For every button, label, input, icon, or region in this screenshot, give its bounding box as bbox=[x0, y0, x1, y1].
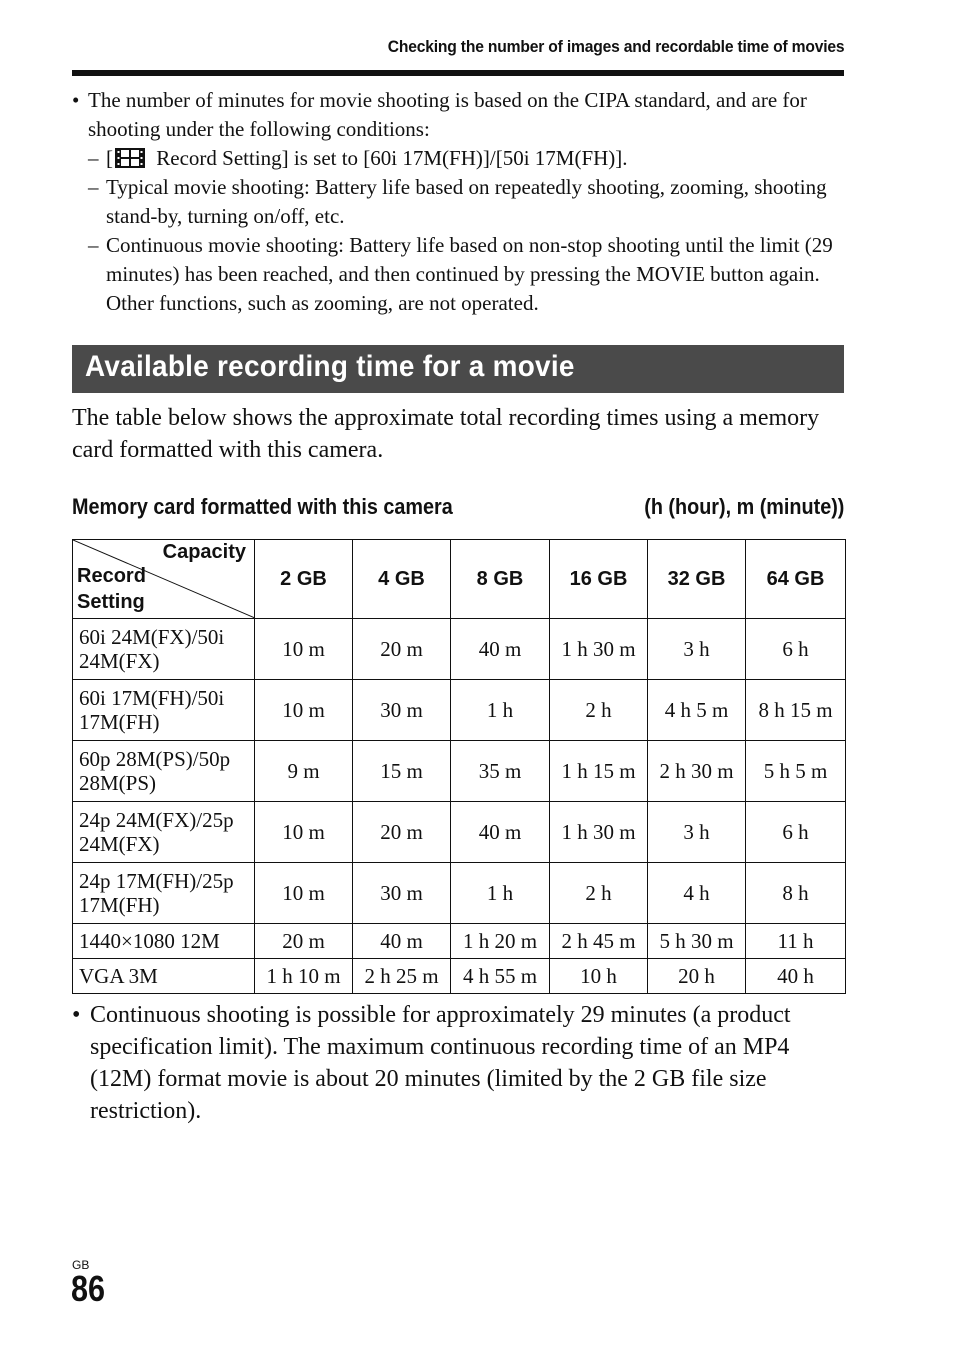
table-cell: 5 h 30 m bbox=[648, 924, 746, 959]
table-cell: 1 h 20 m bbox=[451, 924, 550, 959]
table-cell: 1 h bbox=[451, 680, 550, 741]
notes-bullet bbox=[72, 86, 847, 144]
row-label bbox=[73, 802, 255, 863]
row-label-line: 60i 17M(FH)/50i bbox=[79, 686, 225, 710]
table-cell: 40 m bbox=[451, 802, 550, 863]
table-row bbox=[73, 619, 846, 680]
table-cell: 4 h 5 m bbox=[648, 680, 746, 741]
row-label-line: 17M(FH) bbox=[79, 893, 160, 917]
table-cell: 20 m bbox=[353, 619, 451, 680]
table-caption-left: Memory card formatted with this camera bbox=[72, 494, 453, 519]
table-cell: 1 h 30 m bbox=[550, 802, 648, 863]
row-label bbox=[73, 680, 255, 741]
table-cell: 1 h 10 m bbox=[255, 959, 353, 994]
dash-mark: – bbox=[88, 146, 99, 170]
table-header-row bbox=[73, 540, 846, 619]
table-cell: 8 h 15 m bbox=[746, 680, 846, 741]
record-setting-text: Record Setting] is set to [60i 17M(FH)]/[50i 17M(FH)]. bbox=[151, 146, 628, 170]
table-cell: 30 m bbox=[353, 863, 451, 924]
table-cell: 2 h 45 m bbox=[550, 924, 648, 959]
table-cell: 40 m bbox=[451, 619, 550, 680]
intro-paragraph: The table below shows the approximate total recording times using a memory card formatted with this camera. bbox=[72, 405, 820, 463]
table-cell: 3 h bbox=[648, 619, 746, 680]
row-label bbox=[73, 863, 255, 924]
footnote bbox=[72, 999, 847, 1127]
table-cell: 5 h 5 m bbox=[746, 741, 846, 802]
row-label-line: 60i 24M(FX)/50i bbox=[79, 625, 225, 649]
table-cell: 20 m bbox=[255, 924, 353, 959]
table-cell: 4 h 55 m bbox=[451, 959, 550, 994]
row-label bbox=[73, 619, 255, 680]
row-label-line: 24p 24M(FX)/25p bbox=[79, 808, 234, 832]
row-label bbox=[73, 741, 255, 802]
corner-header-cell bbox=[73, 540, 255, 619]
table-cell: 2 h bbox=[550, 863, 648, 924]
notes-block bbox=[72, 86, 847, 318]
table-cell: 2 h bbox=[550, 680, 648, 741]
row-label-line: 17M(FH) bbox=[79, 710, 160, 734]
table-cell: 9 m bbox=[255, 741, 353, 802]
table-row bbox=[73, 863, 846, 924]
bullet-mark: • bbox=[72, 88, 80, 112]
table-row bbox=[73, 959, 846, 994]
table-cell: 40 h bbox=[746, 959, 846, 994]
header-rule bbox=[72, 70, 844, 76]
table-cell: 6 h bbox=[746, 802, 846, 863]
section-banner bbox=[72, 345, 844, 393]
bullet-mark: • bbox=[72, 1002, 81, 1028]
row-label-line: 60p 28M(PS)/50p bbox=[79, 747, 231, 771]
notes-intro: The number of minutes for movie shooting is based on the CIPA standard, and are for shooting under the following conditions: bbox=[88, 88, 807, 141]
table-cell: 1 h 30 m bbox=[550, 619, 648, 680]
condition-record-setting bbox=[106, 144, 628, 173]
dash-mark: – bbox=[88, 175, 99, 199]
table-row bbox=[73, 802, 846, 863]
record-label: Record bbox=[77, 565, 146, 587]
page-number: 86 bbox=[71, 1268, 106, 1309]
page-region-code: GB bbox=[72, 1258, 90, 1272]
column-header: 8 GB bbox=[451, 540, 550, 619]
section-title: Available recording time for a movie bbox=[85, 350, 575, 383]
table-cell: 4 h bbox=[648, 863, 746, 924]
table-cell: 10 m bbox=[255, 619, 353, 680]
condition-item bbox=[72, 144, 847, 173]
table-cell: 6 h bbox=[746, 619, 846, 680]
table-cell: 8 h bbox=[746, 863, 846, 924]
bracket-open: [ bbox=[106, 146, 113, 170]
footnote-text: Continuous shooting is possible for approximately 29 minutes (a product specification limit). The maximum continuous recording time of an MP4 (12M) format movie is about 20 minutes (limited by the 2 GB file size restriction). bbox=[90, 1002, 791, 1124]
column-header: 2 GB bbox=[255, 540, 353, 619]
column-header: 64 GB bbox=[746, 540, 846, 619]
row-label-line: 28M(PS) bbox=[79, 771, 157, 795]
table-cell: 30 m bbox=[353, 680, 451, 741]
dash-mark: – bbox=[88, 233, 99, 257]
table-cell: 15 m bbox=[353, 741, 451, 802]
table-cell: 1 h bbox=[451, 863, 550, 924]
table-cell: 10 h bbox=[550, 959, 648, 994]
table-row bbox=[73, 680, 846, 741]
capacity-label: Capacity bbox=[162, 541, 246, 563]
running-header: Checking the number of images and recordable time of movies bbox=[387, 37, 844, 56]
table-row bbox=[73, 924, 846, 959]
table-cell: 10 m bbox=[255, 680, 353, 741]
table-cell: 2 h 25 m bbox=[353, 959, 451, 994]
row-label-line: 24M(FX) bbox=[79, 649, 160, 673]
table-cell: 35 m bbox=[451, 741, 550, 802]
table-caption-units: (h (hour), m (minute)) bbox=[643, 494, 844, 519]
row-label-line: 24M(FX) bbox=[79, 832, 160, 856]
table-cell: 10 m bbox=[255, 863, 353, 924]
table-cell: 11 h bbox=[746, 924, 846, 959]
table-row bbox=[73, 741, 846, 802]
row-label-line: 24p 17M(FH)/25p bbox=[79, 869, 234, 893]
table-cell: 2 h 30 m bbox=[648, 741, 746, 802]
table-cell: 3 h bbox=[648, 802, 746, 863]
column-header: 4 GB bbox=[353, 540, 451, 619]
condition-typical: Typical movie shooting: Battery life based on repeatedly shooting, zooming, shooting stand-by, turning on/off, etc. bbox=[106, 175, 827, 228]
table-caption bbox=[72, 494, 844, 524]
row-label: VGA 3M bbox=[73, 959, 255, 994]
table-cell: 40 m bbox=[353, 924, 451, 959]
movie-film-icon bbox=[115, 148, 145, 168]
condition-continuous: Continuous movie shooting: Battery life based on non-stop shooting until the limit (29 minutes) has been reached, and then continued by pressing the MOVIE button again. Other functions, such as zooming, are not operated. bbox=[106, 233, 833, 315]
setting-label: Setting bbox=[77, 591, 145, 613]
table-cell: 10 m bbox=[255, 802, 353, 863]
recording-time-table bbox=[72, 539, 846, 994]
column-header: 32 GB bbox=[648, 540, 746, 619]
table-cell: 1 h 15 m bbox=[550, 741, 648, 802]
condition-item bbox=[72, 231, 847, 318]
table-cell: 20 h bbox=[648, 959, 746, 994]
table-cell: 20 m bbox=[353, 802, 451, 863]
column-header: 16 GB bbox=[550, 540, 648, 619]
condition-item bbox=[72, 173, 847, 231]
row-label: 1440×1080 12M bbox=[73, 924, 255, 959]
